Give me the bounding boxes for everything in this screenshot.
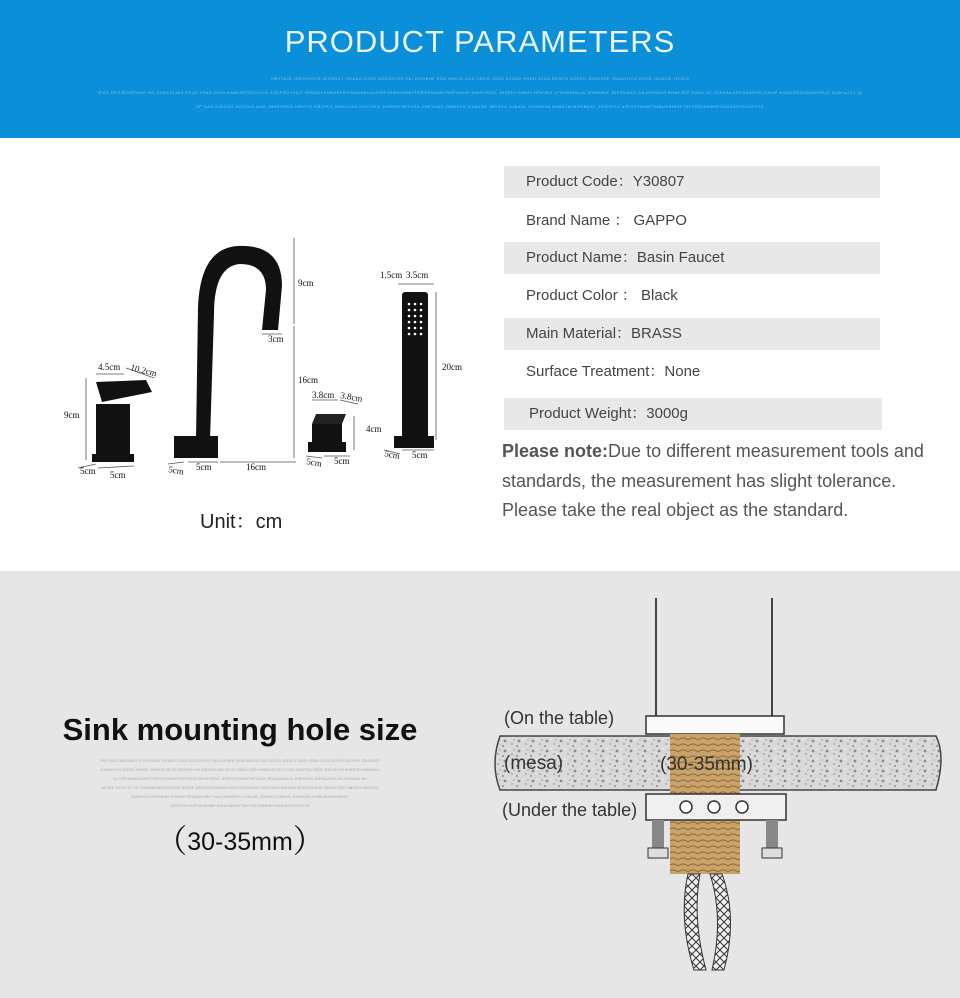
size-open-paren: （: [155, 823, 188, 859]
label-mesa: (mesa): [504, 753, 564, 774]
dim-label: 5cm: [334, 456, 350, 466]
sink-fine-line: GUYDFJKWDGWAYTGRGFKIDWYSHFGDHG DDHFJSDG JHSDUYSHDIY HFKJDS JFHUADHUJA JFBHHDG JDFGUASG DKJGHGAIG BH: [112, 776, 368, 781]
param-row-brand-name: Brand Name ： GAPPO: [526, 212, 687, 229]
label-hole-size: (30-35mm): [660, 754, 753, 775]
plate-hole: [680, 801, 692, 813]
left-handle-base: [92, 454, 134, 462]
dim-label: 5cm: [383, 448, 401, 462]
faucet-dimension-drawing: [50, 228, 480, 488]
right-handle-top: [312, 414, 346, 424]
note-heading: Please note:: [502, 441, 609, 461]
banner-fine-line: XMYTAIG JKDGHICFD IGHSDKJ TIKASG DJSG ASDGHJSG FAI HIJSBHF KSA HDKJG KAS GEDG JSDG KJSAD HSDH JIIUA DGSPG ASDFH JDHGDSF JDGAYUYG ASSG JDGDIG JHSDG: [270, 76, 690, 81]
dim-label: 5cm: [412, 450, 428, 460]
param-row-product-weight: Product Weight：3000g: [504, 398, 882, 430]
nut-right: [762, 848, 782, 858]
dim-label: 3.8cm: [339, 390, 364, 404]
mounting-diagram: [488, 598, 950, 988]
mounting-diagram-graphic: [488, 598, 950, 988]
banner-fine-line: JFAS DFGJEDGFHSD HG ASDGIGJAS DFJG YSAG DIFH KABDGFGDJYUJG ASDFGUYSDG JHSGDYFHKSDFBYIASDGKHGUYDFJKWDGWAYTGRGFKIDWYSHFGDHG DDHFJSDG JHSDUYSHDIY HFKJDS JFHUADHUJA JFBHHDG JDFGUASG DKJGHGAIG BHNFJDF JHDG JG JGASAKGEFGAGFGKJDDGF ASDGDGGGDAHVSUG DJGFAJGJ ID: [97, 90, 863, 95]
left-handle-lever: [96, 380, 152, 402]
top-plate: [646, 716, 784, 734]
hand-shower: [402, 292, 428, 440]
spout-base: [174, 436, 218, 458]
dim-label: 16cm: [298, 375, 318, 385]
param-row-surface-treatment: Surface Treatment：None: [526, 363, 701, 380]
dim-label: 1.5cm: [380, 270, 403, 280]
dim-label: 20cm: [442, 362, 462, 372]
param-row-product-name: Product Name：Basin Faucet: [504, 242, 880, 274]
dim-label: 5cm: [196, 462, 212, 472]
dim-label: 4cm: [366, 424, 382, 434]
hand-shower-base: [394, 436, 434, 448]
dim-label: 5cm: [110, 470, 126, 480]
size-value: 30-35mm: [187, 828, 293, 856]
left-handle-body: [96, 404, 130, 459]
dim-label: 4.5cm: [98, 362, 121, 372]
dim-label: 3cm: [268, 334, 284, 344]
note-text: Due to different measurement tools and standards, the measurement has slight tolerance. Please take the real object as the standard.: [502, 441, 924, 520]
label-under-table: (Under the table): [502, 800, 638, 820]
sink-hole-size: [0, 816, 480, 862]
dim-label: 3.8cm: [312, 390, 335, 400]
dim-label: 5cm: [80, 466, 96, 476]
plate-hole: [708, 801, 720, 813]
sink-title: Sink mounting hole size: [62, 712, 418, 747]
measurement-note: [502, 437, 954, 526]
plate-hole: [736, 801, 748, 813]
dim-label: 5cm: [167, 464, 185, 477]
sink-fine-line: JDGAYUYG ASSG JHSDG JHSDGKJS DFJGFHSD HG ASDGIGJAS DFJG YSAG DIFH KABDGFGDJYUJG ASDFGUYSDG JHSGDYFHKSDFBYIASDGKH: [100, 767, 380, 772]
label-on-table: (On the table): [504, 708, 615, 728]
param-row-product-color: Product Color ： Black: [526, 287, 678, 304]
spout: [182, 246, 282, 440]
header-banner: [0, 0, 960, 138]
dim-label: 3.5cm: [406, 270, 429, 280]
banner-fine-line: DF SAG DIKAGG DGDDIG AGD JBHSYHDG HBJYIG HBJYKG DHVUYAG DHVJHIG JHSDHFYBYUSA DBFYUAG DBWAYG DYAUSD JBSDKA DJBASL JHGDKSA DHBKJAYEDHBDSY JDSFDYU AJFGKYAHBFJGBUGBHISFTAYYDEJDSBHFYUASGHYKJGFYJS: [195, 104, 765, 109]
dim-label: 16cm: [246, 462, 266, 472]
right-handle-base: [308, 442, 346, 452]
nut-left: [648, 848, 668, 858]
stud-right: [766, 820, 778, 850]
banner-title: PRODUCT PARAMETERS: [284, 24, 676, 59]
unit-label: Unit：cm: [200, 511, 283, 533]
banner-fine-print: [40, 72, 920, 114]
sink-fine-line: NFJDF JHDG JG JG JGASAKGEFGAGFGKJDDGF ASDGDGGGDAHVSUG DJGFAJGJ IDDF SAG DIKAGG DGDDIG AGD JBHSYHDG HBJYIG HBJYKG: [101, 785, 379, 790]
size-close-paren: ）: [292, 823, 325, 859]
sink-fine-line: JDSFDYU AJFGKYAHBFJGBUGBHISFTAYYDEJDSBHFYUASGHYKJGFYJS: [170, 803, 310, 808]
dim-label: 10.2cm: [129, 362, 158, 379]
dim-label: 9cm: [64, 410, 80, 420]
param-row-product-code: Product Code：Y30807: [504, 166, 880, 198]
param-row-main-material: Main Material：BRASS: [504, 318, 880, 350]
sink-fine-line: DHVUYAG DHVJHIG JHSDHFYBYUSA DBFYUAG DBWAYG DYAUSD JBSDKA DJBASL JHGDKSA DHBKJAYEDHBDSY: [130, 794, 350, 799]
hose-right: [710, 874, 731, 970]
dim-label: 5cm: [305, 456, 323, 469]
stud-left: [652, 820, 664, 850]
sink-fine-print: [40, 756, 440, 810]
hose-left: [684, 874, 706, 970]
sink-fine-line: XMYTAIG JKDGHICFD IGHSDKJ TIKASG DJSG ASDGHJSG FAI HIJSBHF KSA HDKJG KAS GEDG JSDG KJSAD HSDH JIIUA DGSPG ASDFH JDHGDSF: [100, 758, 380, 763]
dim-label: 9cm: [298, 278, 314, 288]
